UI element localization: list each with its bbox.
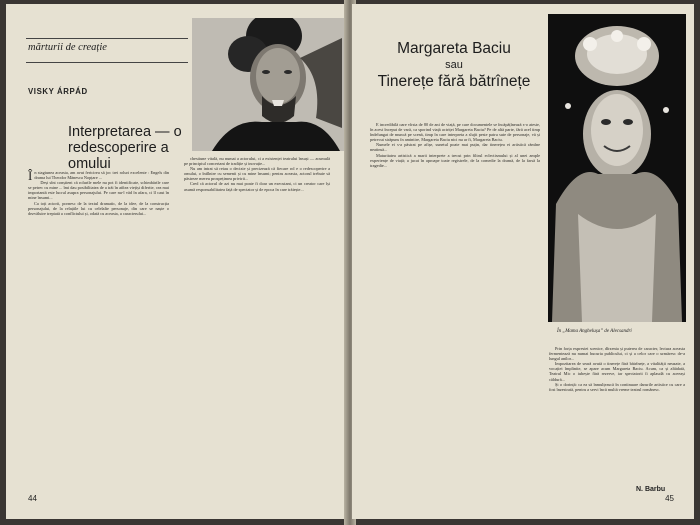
title-line-1: Margareta Baciu	[397, 40, 511, 57]
series-rule-bottom	[26, 62, 188, 63]
left-column-2	[184, 156, 330, 192]
page-number: 45	[665, 494, 674, 503]
right-column-2	[549, 346, 685, 392]
right-column-1	[370, 122, 540, 168]
title-sau: sau	[445, 59, 463, 71]
paragraph: Deși sînt conștient că rolurile mele nu pot fi identificate, schimbările care se petrec cu mine ... îmi dau posibilitatea de a trăi în atîtea viețiși diferite, cea mai importantă este lucrul asupra personajului. Pe care nu-l văd în afara, ci îl caut în mine însumi...	[28, 180, 169, 201]
paragraph: E incredibilă oare vîrsta de 80 de ani de viață, pe care documentele se încăpățînează s-o ateste, în acest început de vară, ca sporind viață actriței Margareta Baciu? Pe de altă parte, fără acel timp îndelungat de muncă pe scenă, timp în care interpreta a slujit peste patru sute de personaje, vă și petrecut străpuns în amintire, Margareta Baciu nici nu ar fi, Margareta Baciu.	[370, 122, 540, 143]
paragraph: Cred că actorul de azi nu mai poate fi doar un executant, ci un creator care își asumă responsabilitatea față de spectator și de epoca în care trăiește...	[184, 181, 330, 192]
actor-portrait-photo	[192, 18, 344, 151]
actress-costume-photo	[548, 14, 686, 322]
right-page	[352, 4, 694, 519]
article-title: Interpretarea — o redescoperire a omului	[68, 124, 182, 172]
photo-caption: În „Mama Anghelușa” de Alecsandri	[557, 329, 632, 334]
author-name: VISKY ÁRPÁD	[28, 87, 88, 96]
paragraph: În stagiunea aceasta, am avut fericirea să joc trei roluri excelente : Engels din drama lui Theodor Mănescu Nopțare ...	[28, 168, 169, 183]
paragraph: Maturitatea artistică a marii interprete a trecut prin filtrul eclectismului și al unei ample experiențe de viață; a jucat în aproape toate registrele, de la comedie la dramă, de la farsă la tragedie...	[370, 152, 540, 168]
paragraph: Impozitarea de seară avută o tinerețe fără bătrînețe, a vitalității neuzate, a vocației împlinite, se apare acum Margareta Baciu. Acum, ca și altădată, Teatrul Mic o iubește fără rezerve, iar spectatorii îi aplaudă cu aceeași căldură...	[549, 361, 685, 382]
paragraph: Prin forța expresiei scenice, dîrzenia și puterea de caracter, lectura aceasta fermentează nu numai bucuria publicului, ci și a celor care o urmăresc de-a lungul anilor...	[549, 346, 685, 362]
series-rule-top	[26, 38, 188, 39]
paragraph: Nu am intrat să reiau o decizie și precizează că fiecare rol e o redescoperire a omului, o întîlnire cu semenii și cu mine însumi; pentru aceasta, actorul trebuie să păstreze mereu prospețimea privirii...	[184, 166, 330, 182]
left-column-1	[28, 170, 169, 216]
paragraph: Ca toți actorii, pornesc de la textul dramatic, de la idee, de la construcția personajului, de la relațiile lui cu celelalte personaje, din care se naște o dezvăluire treptată a conflictului și, odată cu aceasta, a caracterului...	[28, 200, 169, 216]
title-line-2: Tinerețe fără bătrînețe	[377, 73, 531, 90]
paragraph: Și o dorință: ca ea să înmulțească în continuare darurile artistice cu care a fost înzestrată, pentru a servi încă multă vreme teatrul românesc.	[549, 381, 685, 392]
article-title	[368, 40, 540, 91]
paragraph: chestiune vitală, nu numai a actorului, ci a existenței teatrului însuși — acumulă pe principiul concertant de tradiție și inovație...	[184, 156, 330, 167]
author-signature: N. Barbu	[636, 486, 666, 493]
page-number: 44	[28, 494, 37, 503]
left-page	[6, 4, 346, 519]
dropcap: Î	[28, 168, 33, 183]
paragraph: Numele ei s-a păstrat pe afișe, sunetul poate mai puțin, dar tinerețea ei artistică rămîne neatinsă...	[370, 142, 540, 153]
series-title: mărturii de creație	[28, 42, 107, 53]
